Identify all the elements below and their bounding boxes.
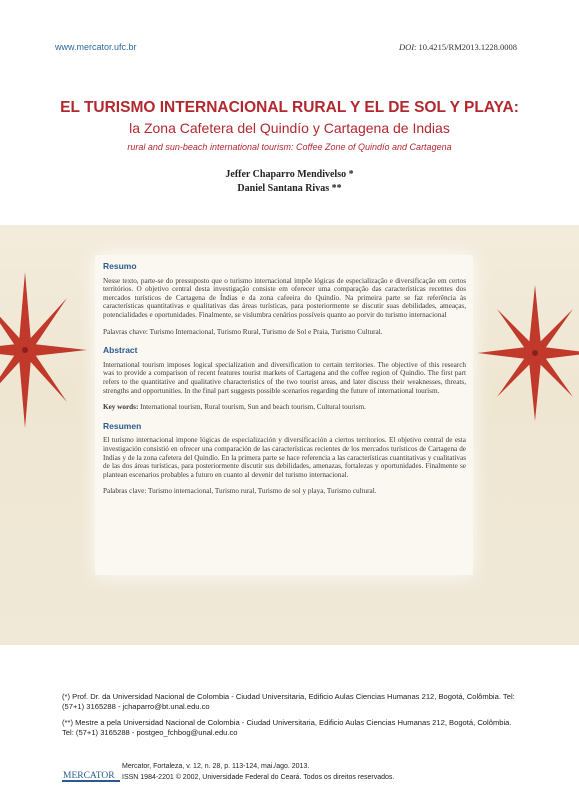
paper-title: EL TURISMO INTERNACIONAL RURAL Y EL DE SOL Y PLAYA: <box>60 99 519 116</box>
compass-rose-right-icon <box>470 278 579 428</box>
footnote-author-2: (**) Mestre a pela Universidad Nacional de Colombia - Ciudad Universitaria, Edificio Aulas Ciencias Humanas 212, Bogotá, Colômbia. Tel: (57+1) 3165288 - postgeo_fchbog@unal.edu.co <box>62 718 512 737</box>
abstracts-section <box>103 262 466 506</box>
author-2: Daniel Santana Rivas ** <box>237 183 342 194</box>
author-footnotes <box>62 692 522 744</box>
resumo-body: Nesse texto, parte-se do pressuposto que o turismo internacional impõe lógicas de especialização e diversificação em certos territórios. O objetivo central desta investigação consiste em oferecer uma comparação das características recentes dos mercados turísticos de Cartagena de Índias e da zona cafeeira do Quindío. Na primeira parte se faz referência às características quantitativas e qualitativas das áreas turísticas, para posteriormente se discutir suas debilidades, ameaças, potencialidades e oportunidades. Finalmente, se vislumbra cenários possíveis quanto ao porvir do turismo internacional <box>103 276 466 319</box>
paper-subtitle: la Zona Cafetera del Quindío y Cartagena de Indias <box>129 120 450 136</box>
resumo-keywords-text: : Turismo Internacional, Turismo Rural, Turismo de Sol e Praia, Turismo Cultural. <box>145 327 383 336</box>
mercator-logo <box>62 765 120 785</box>
compass-rose-left-icon <box>0 262 90 437</box>
issn-line: ISSN 1984-2201 © 2002, Universidade Federal do Ceará. Todos os direitos reservados. <box>122 774 395 781</box>
resumen-heading: Resumen <box>103 420 142 431</box>
authors <box>100 168 479 196</box>
abstract-keywords-label: Key words: <box>103 403 139 412</box>
abstract-keywords <box>103 403 466 412</box>
journal-footer <box>122 761 394 783</box>
resumo-keywords <box>103 328 466 337</box>
resumo-keywords-label: Palavras chave <box>103 327 146 336</box>
english-title: rural and sun-beach international tourism: Coffee Zone of Quindío and Cartagena <box>127 142 452 152</box>
abstract-keywords-text: International tourism, Rural tourism, Sun and beach tourism, Cultural tourism. <box>138 403 366 412</box>
footnote-author-1: (*) Prof. Dr. da Universidad Nacional de Colombia - Ciudad Universitaria, Edificio Aulas Ciencias Humanas 212, Bogotá, Colômbia. Tel: (57+1) 3165288 - jchaparro@bt.unal.edu.co <box>62 692 515 711</box>
resumen-body: El turismo internacional impone lógicas de especialización y diversificación a ciertos territorios. El objetivo central de esta investigación consistió en ofrecer una comparación de las características recientes de los mercados turísticos de Cartagena de Indias y de la zona cafetera del Quindío. En la primera parte se hace referencia a las características cuantitativas y cualitativas de las dos áreas turísticas, para posteriormente discutir sus debilidades, amenazas, fortalezas y oportunidades. Finalmente se plantean escenarios probables a futuro en cuanto al devenir del turismo internacional. <box>103 436 466 479</box>
abstract-heading: Abstract <box>103 345 138 356</box>
resumen-keywords <box>103 487 466 496</box>
mercator-logo-text: MERCATOR <box>63 771 115 781</box>
citation-line: Mercator, Fortaleza, v. 12, n. 28, p. 113-124, mai./ago. 2013. <box>122 763 310 770</box>
title-block <box>40 98 539 152</box>
author-1: Jeffer Chaparro Mendivelso * <box>225 169 354 180</box>
doi-label: DOI <box>398 42 415 52</box>
resumen-keywords-label: Palabras clave <box>103 487 145 496</box>
journal-url-link[interactable]: www.mercator.ufc.br <box>55 42 137 52</box>
resumen-keywords-text: : Turismo internacional, Turismo rural, Turismo de sol y playa, Turismo cultural. <box>144 487 377 496</box>
doi-value[interactable]: : 10.4215/RM2013.1228.0008 <box>414 42 517 52</box>
resumo-heading: Resumo <box>103 261 137 271</box>
doi-reference <box>399 42 517 52</box>
abstract-body: International tourism imposes logical specialization and diversification to certain territories. The objective of this research was to provide a comparison of recent features tourist markets of Cartagena and the coffee region of Quindio. The first part refers to the quantitative and qualitative characteristics of the two tourist areas, and later discuss their weaknesses, threats, strengths and opportunities. In the final part suggests possible scenarios regarding the future of international tourism. <box>103 360 466 395</box>
